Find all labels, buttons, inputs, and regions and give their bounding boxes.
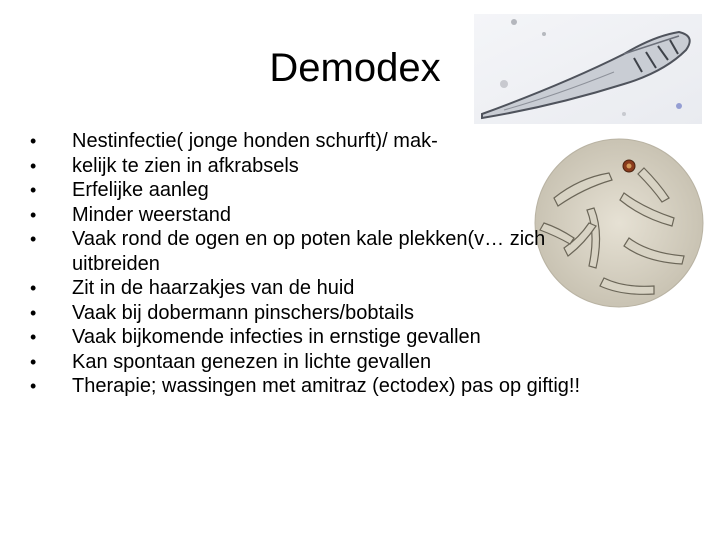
bullet-text: Zit in de haarzakjes van de huid xyxy=(72,277,355,299)
bullet-marker: • xyxy=(30,302,37,323)
bullet-marker: • xyxy=(30,351,37,372)
bullet-text: Vaak rond de ogen en op poten kale plekken(v… zich uitbreiden xyxy=(72,228,546,275)
bullet-marker: • xyxy=(30,278,37,298)
bullet-marker: • xyxy=(30,229,37,249)
bullet-text: Kan spontaan genezen in lichte gevallen xyxy=(72,350,432,373)
list-item xyxy=(26,350,706,375)
slide-title-text: Demodex xyxy=(269,46,441,90)
list-item xyxy=(26,276,706,301)
list-item xyxy=(26,227,572,276)
list-item xyxy=(26,301,706,326)
bullet-text: Therapie; wassingen met amitraz (ectodex) pas op giftig!! xyxy=(72,375,581,397)
demodex-mite-micrograph xyxy=(474,14,702,124)
bullet-text: Nestinfectie( jonge honden schurft)/ mak- xyxy=(72,130,438,152)
list-item xyxy=(26,154,706,179)
bullet-text: Vaak bij dobermann pinschers/bobtails xyxy=(72,301,415,324)
bullet-marker: • xyxy=(30,204,37,225)
bullet-marker: • xyxy=(30,376,37,396)
bullet-marker: • xyxy=(30,155,37,176)
list-item xyxy=(26,129,706,154)
list-item xyxy=(26,203,706,228)
list-item xyxy=(26,325,706,350)
bullet-marker: • xyxy=(30,327,37,347)
bullet-text: kelijk te zien in afkrabsels xyxy=(72,154,299,177)
bullet-marker: • xyxy=(30,180,37,200)
bullet-marker: • xyxy=(30,131,37,151)
bullet-text: Erfelijke aanleg xyxy=(72,179,209,201)
bullet-text: Minder weerstand xyxy=(72,203,231,226)
list-item xyxy=(26,178,706,203)
bullet-list xyxy=(26,129,706,399)
list-item xyxy=(26,374,706,399)
bullet-text: Vaak bijkomende infecties in ernstige gevallen xyxy=(72,326,481,348)
